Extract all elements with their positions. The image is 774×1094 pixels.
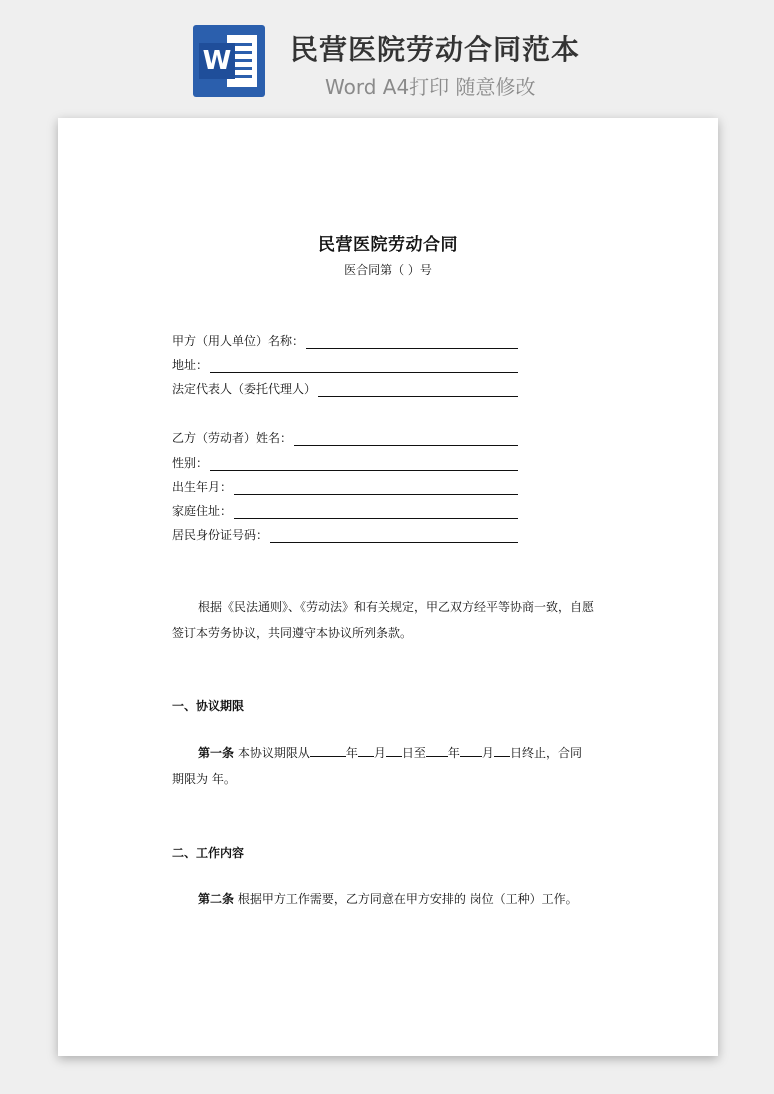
party-b-id-field — [172, 525, 518, 543]
intro-paragraph — [172, 594, 602, 646]
blank-line — [310, 744, 346, 757]
contract-number-line: 医合同第（ ）号 — [344, 263, 432, 277]
article-text: 根据甲方工作需要，乙方同意在甲方安排的 岗位（工种）工作。 — [237, 892, 578, 906]
party-b-birth-field — [172, 477, 518, 495]
blank-line — [210, 458, 518, 471]
field-label: 乙方（劳动者）姓名： — [172, 431, 293, 445]
field-label: 性别： — [172, 456, 209, 470]
page-subtitle: Word A4打印 随意修改 — [325, 75, 536, 99]
blank-line — [270, 530, 518, 543]
field-label: 家庭住址： — [172, 504, 233, 518]
document-page — [58, 118, 718, 1056]
party-b-gender-field — [172, 453, 518, 471]
watermark — [87, 482, 108, 507]
field-label: 出生年月： — [172, 480, 233, 494]
header — [0, 0, 774, 118]
blank-line — [306, 336, 518, 349]
blank-line — [234, 482, 518, 495]
blank-line — [494, 744, 510, 757]
blank-line — [234, 506, 518, 519]
intro-text: 根据《民法通则》、《劳动法》和有关规定，甲乙双方经平等协商一致，自愿签订本劳务协议，共同遵守本协议所列条款。 — [172, 600, 595, 640]
blank-line — [210, 360, 518, 373]
blank-line — [426, 744, 448, 757]
party-a-name-field — [172, 331, 518, 349]
blank-line — [386, 744, 402, 757]
blank-line — [358, 744, 374, 757]
field-label: 甲方（用人单位）名称： — [172, 334, 305, 348]
party-a-address-field — [172, 355, 518, 373]
party-b-address-field — [172, 501, 518, 519]
article-text: 本协议期限从 — [237, 746, 310, 760]
day-to-label: 日至 — [401, 746, 426, 760]
article-one — [172, 740, 602, 792]
year-label: 年 — [447, 746, 460, 760]
article-label: 第二条 — [198, 892, 235, 906]
field-label: 地址： — [172, 358, 209, 372]
word-document-icon — [193, 25, 265, 97]
party-a-representative-field — [172, 379, 518, 397]
blank-line — [318, 384, 518, 397]
document-title: 民营医院劳动合同 — [318, 235, 458, 255]
blank-line — [460, 744, 482, 757]
year-label: 年 — [345, 746, 358, 760]
term-length-text: 期限为 年。 — [172, 772, 236, 786]
day-end-label: 日终止，合同 — [509, 746, 582, 760]
field-label: 法定代表人（委托代理人） — [172, 382, 317, 396]
party-b-name-field — [172, 428, 518, 446]
field-label: 居民身份证号码： — [172, 528, 269, 542]
section-heading-term: 一、协议期限 — [172, 699, 245, 713]
article-label: 第一条 — [198, 746, 235, 760]
month-label: 月 — [373, 746, 386, 760]
blank-line — [294, 433, 518, 446]
article-two — [172, 886, 602, 912]
month-label: 月 — [481, 746, 494, 760]
page-title: 民营医院劳动合同范本 — [290, 33, 581, 66]
word-letter-badge: W — [199, 43, 235, 79]
section-heading-work: 二、工作内容 — [172, 846, 245, 860]
